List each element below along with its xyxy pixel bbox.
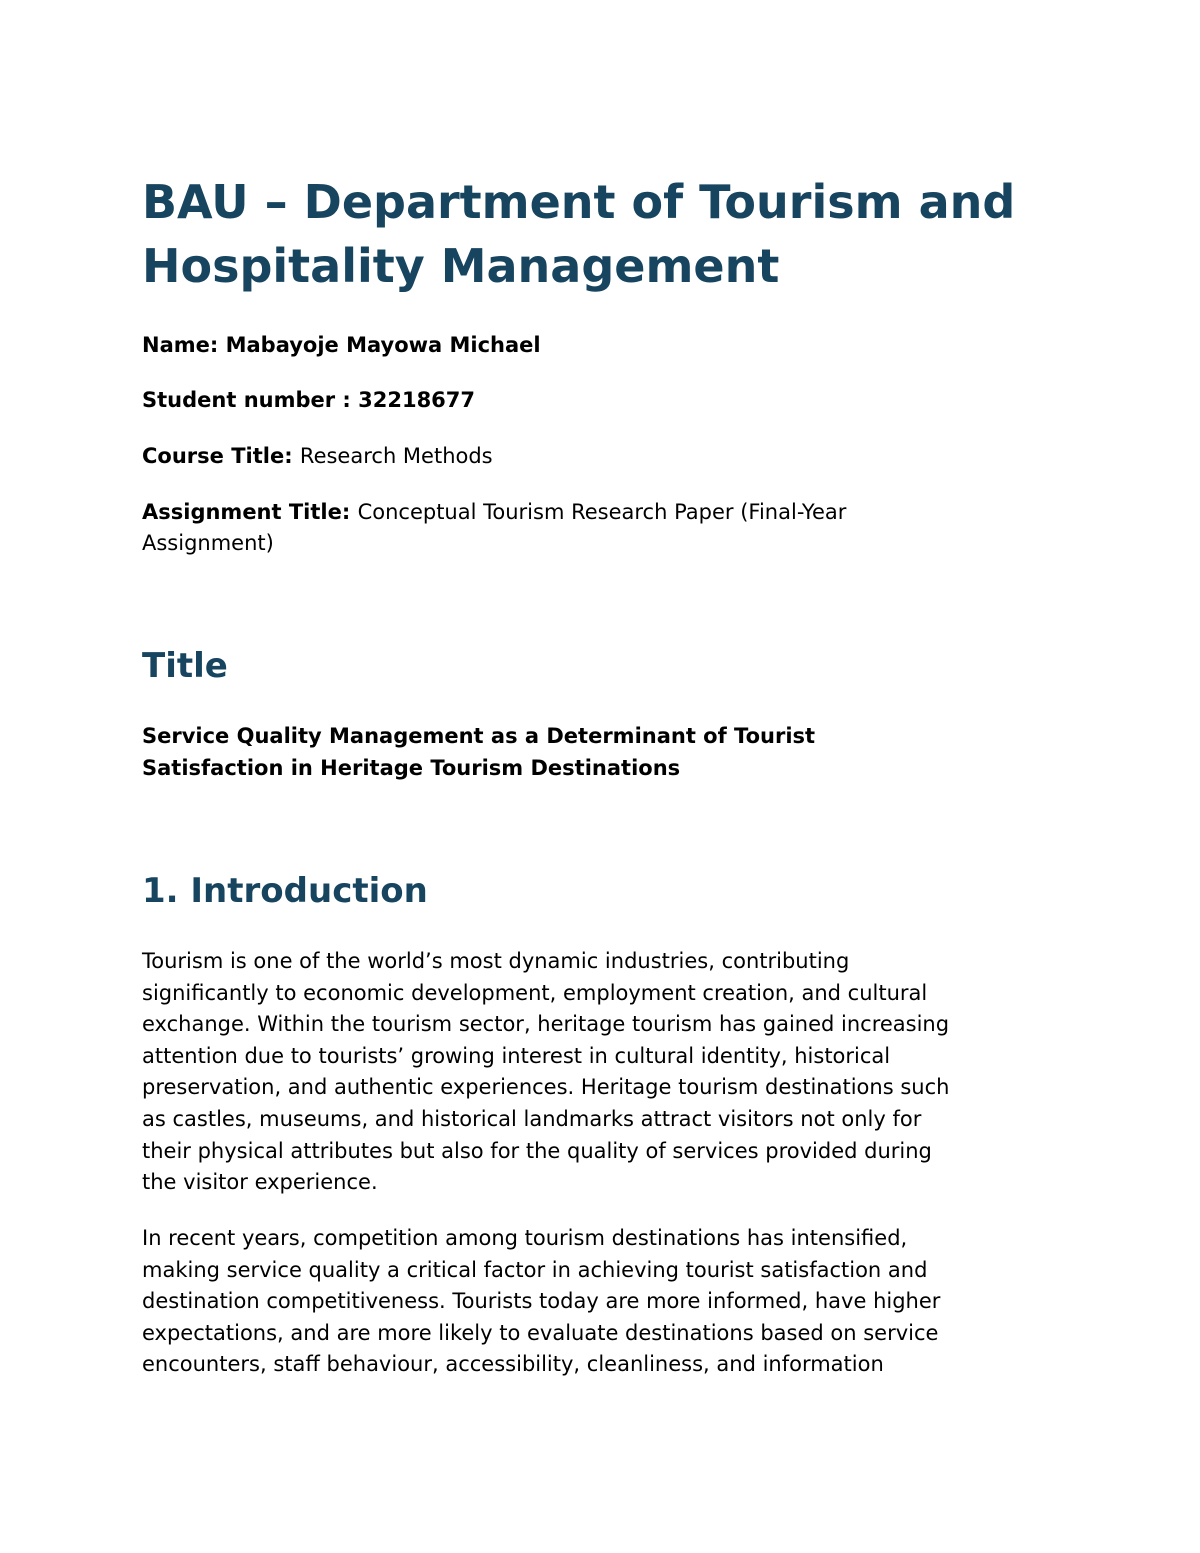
paragraph-line: as castles, museums, and historical landmarks attract visitors not only for	[142, 1106, 922, 1131]
paragraph-line: expectations, and are more likely to evaluate destinations based on service	[142, 1320, 939, 1345]
assignment-title-value-line-2: Assignment)	[142, 531, 274, 555]
paragraph-line: In recent years, competition among tourism destinations has intensified,	[142, 1226, 908, 1250]
introduction-heading: 1. Introduction	[142, 871, 428, 911]
paragraph-line: making service quality a critical factor in achieving tourist satisfaction and	[142, 1257, 928, 1282]
introduction-paragraph-2	[142, 1223, 1062, 1381]
paragraph-line: encounters, staff behaviour, accessibility, cleanliness, and information	[142, 1352, 884, 1377]
paragraph-line: the visitor experience.	[142, 1170, 378, 1195]
document-title	[142, 170, 1072, 298]
paragraph-line: their physical attributes but also for the quality of services provided during	[142, 1138, 932, 1163]
document-title-line-2: Hospitality Management	[142, 239, 780, 293]
student-number-value: 32218677	[358, 388, 476, 412]
course-title-label: Course Title:	[142, 444, 300, 468]
paper-title	[142, 720, 942, 784]
title-section-heading: Title	[142, 646, 228, 686]
paper-title-line-1: Service Quality Management as a Determinant of Tourist	[142, 724, 816, 748]
document-title-line-1: BAU – Department of Tourism and	[142, 175, 1016, 229]
name-value: Mabayoje Mayowa Michael	[225, 333, 541, 357]
assignment-title-value-line-1: Conceptual Tourism Research Paper (Final-Year	[357, 500, 847, 524]
assignment-title-line	[142, 497, 1042, 559]
course-title-value: Research Methods	[299, 444, 493, 468]
student-number-label: Student number :	[142, 388, 359, 412]
paragraph-line: preservation, and authentic experiences. Heritage tourism destinations such	[142, 1075, 950, 1100]
paragraph-line: destination competitiveness. Tourists today are more informed, have higher	[142, 1289, 941, 1314]
name-label: Name:	[142, 333, 226, 357]
student-number-line	[142, 385, 1042, 416]
introduction-paragraph-1	[142, 946, 1062, 1199]
assignment-title-label: Assignment Title:	[142, 500, 358, 524]
paragraph-line: Tourism is one of the world’s most dynamic industries, contributing	[142, 949, 850, 973]
paragraph-line: attention due to tourists’ growing interest in cultural identity, historical	[142, 1043, 891, 1068]
student-name-line	[142, 330, 1042, 361]
paragraph-line: exchange. Within the tourism sector, heritage tourism has gained increasing	[142, 1012, 950, 1037]
paragraph-line: significantly to economic development, employment creation, and cultural	[142, 980, 928, 1005]
course-title-line	[142, 441, 1042, 472]
paper-title-line-2: Satisfaction in Heritage Tourism Destinations	[142, 756, 681, 780]
